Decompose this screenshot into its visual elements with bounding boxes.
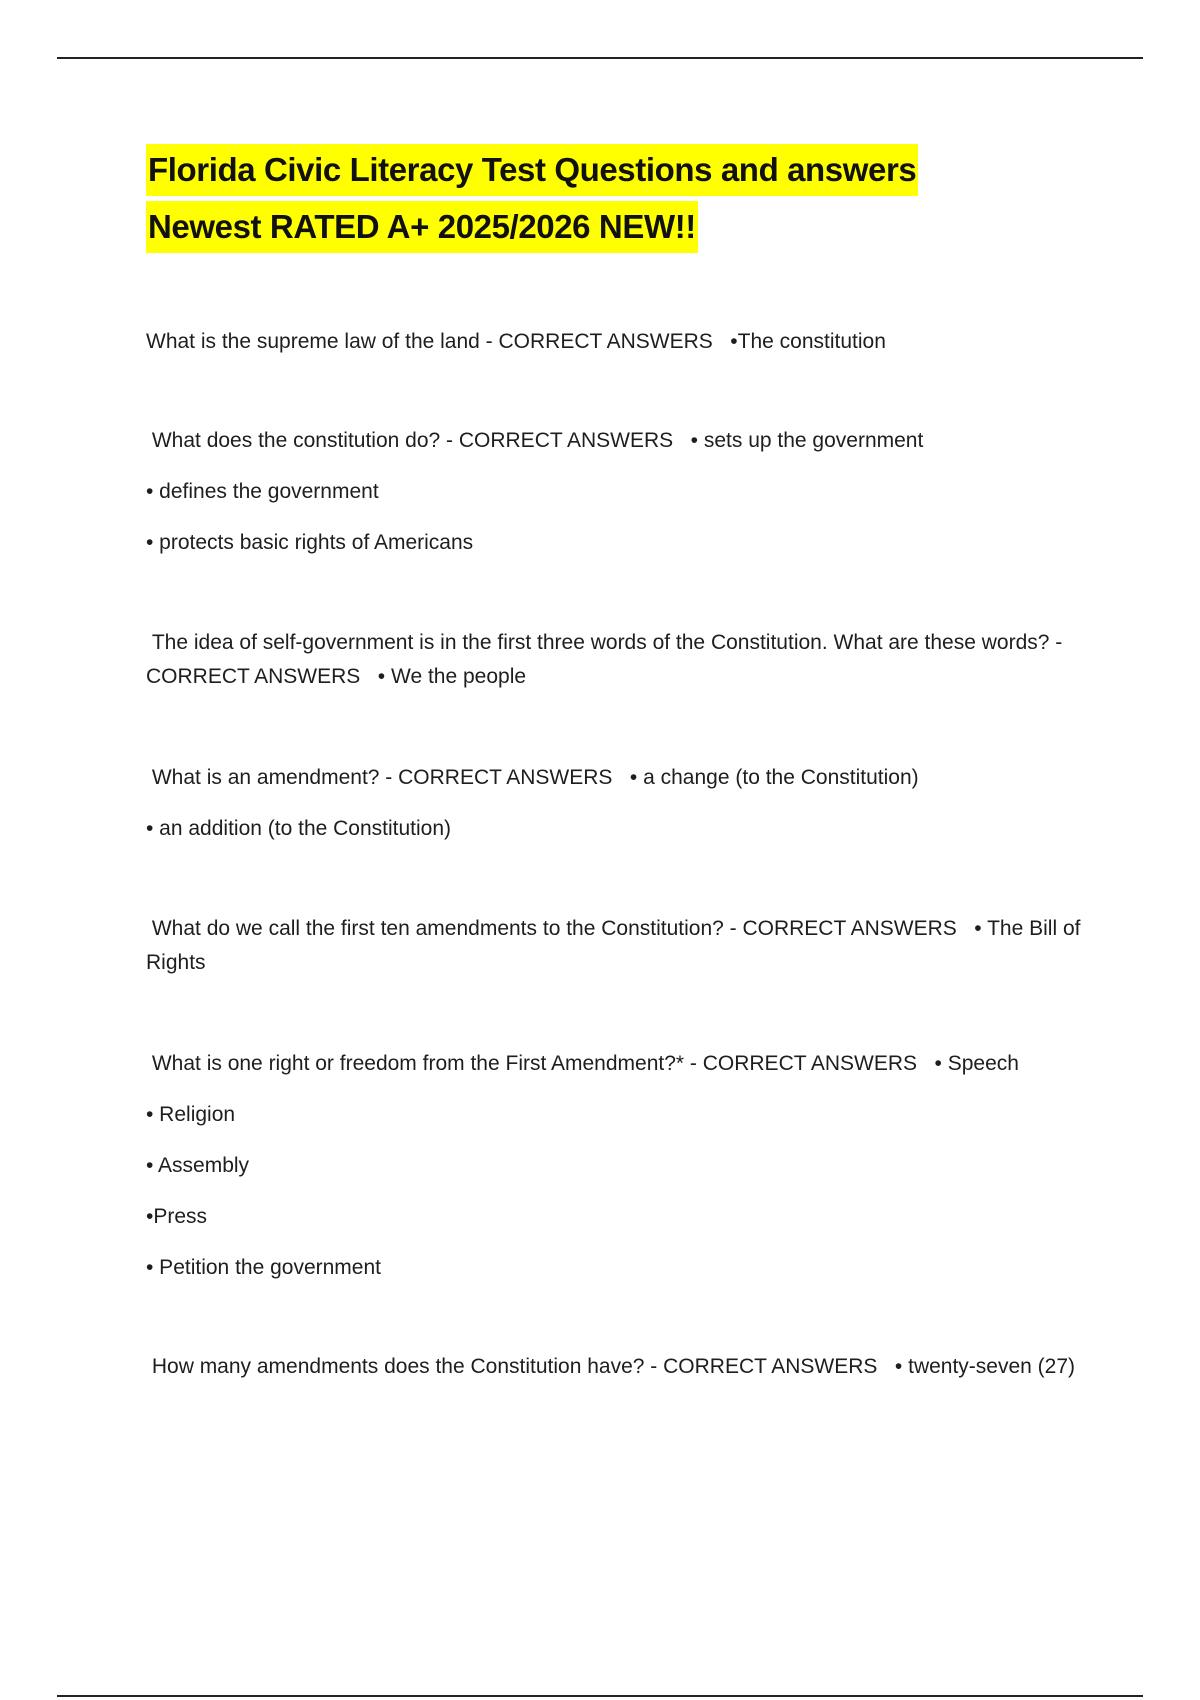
qa-item	[146, 912, 1086, 980]
bottom-rule	[57, 1695, 1143, 1697]
qa-item	[146, 325, 1086, 359]
qa-answer-line: •Press	[146, 1205, 208, 1228]
qa-answer-line: • Petition the government	[146, 1256, 381, 1279]
qa-question: What does the constitution do? - CORRECT ANSWERS • sets up the government	[146, 429, 924, 452]
title-line-1: Florida Civic Literacy Test Questions and answers	[146, 144, 918, 196]
qa-item	[146, 626, 1086, 694]
title-line-2: Newest RATED A+ 2025/2026 NEW!!	[146, 201, 698, 253]
qa-question: What is an amendment? - CORRECT ANSWERS • a change (to the Constitution)	[146, 766, 919, 789]
qa-item	[146, 1047, 1086, 1285]
qa-question: The idea of self-government is in the first three words of the Constitution. What are these words? - CORRECT ANSWERS • We the people	[146, 631, 1069, 688]
qa-item	[146, 424, 1086, 560]
top-rule	[57, 57, 1143, 59]
document-title	[146, 144, 1146, 253]
qa-answer-line: • Religion	[146, 1103, 236, 1126]
qa-item	[146, 1350, 1086, 1384]
qa-question: How many amendments does the Constitution have? - CORRECT ANSWERS • twenty-seven (27)	[146, 1355, 1076, 1378]
qa-answer-line: • defines the government	[146, 480, 379, 503]
qa-question: What do we call the first ten amendments to the Constitution? - CORRECT ANSWERS • The Bill of Rights	[146, 917, 1087, 974]
qa-question: What is the supreme law of the land - CORRECT ANSWERS •The constitution	[146, 330, 886, 353]
qa-answer-line: • Assembly	[146, 1154, 250, 1177]
qa-answer-line: • an addition (to the Constitution)	[146, 817, 452, 840]
qa-item	[146, 761, 1086, 846]
qa-question: What is one right or freedom from the First Amendment?* - CORRECT ANSWERS • Speech	[146, 1052, 1019, 1075]
qa-answer-line: • protects basic rights of Americans	[146, 531, 474, 554]
